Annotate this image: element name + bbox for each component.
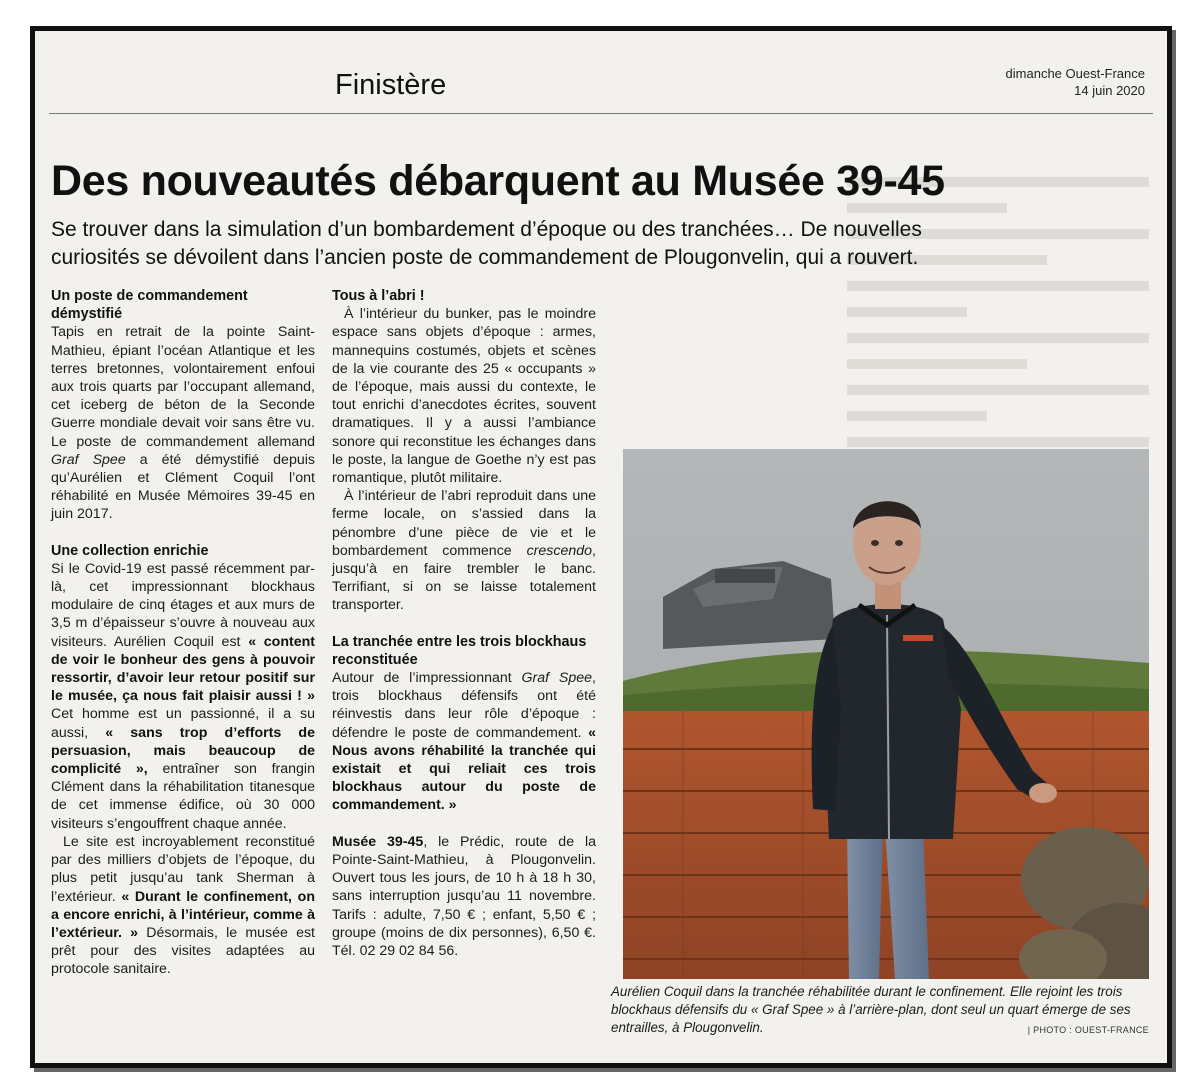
paragraph: À l’intérieur du bunker, pas le moindre espace sans objets d’époque : armes, mannequins costumés, objets et scènes de la vie courante des 25 « occupants » de l’époque, mais aussi du contexte, le tout enrichi d’anecdotes écrites, souvent dramatiques. Il y a aussi l’ambiance sonore qui reconstitue les échanges dans le poste, la langue de Goethe n’y est pas romantique, plutôt militaire.	[332, 306, 596, 487]
text: » à l’arrière-plan, dont seul un quart émerge de ses entrailles, à Plougonvelin.	[611, 1002, 1131, 1035]
subheading: Une collection enrichie	[51, 542, 209, 559]
text: Autour de l’impressionnant	[332, 670, 512, 687]
quote: « Durant le confinement, on a encore enrichi, à l’intérieur, comme à l’extérieur. »	[51, 888, 315, 941]
text: , jusqu’à en faire trembler le banc. Terrifiant, si on se laisse totalement transporter.	[332, 542, 596, 614]
paragraph	[51, 833, 315, 979]
photo-illustration	[623, 449, 1149, 979]
text: a été démystifié depuis qu’Aurélien et Clément Coquil l’ont réhabilité en Musée Mémoires 39-45 en juin 2017.	[51, 451, 315, 523]
newspaper-page	[35, 31, 1167, 1063]
practical-info	[332, 833, 596, 960]
italic-text: Graf Spee	[521, 670, 593, 687]
text: À l’intérieur de l’abri reproduit dans une ferme locale, on s’assied dans la pénombre d’une pièce de vie et le bombardement commence	[332, 488, 596, 559]
subheading: Tous à l’abri !	[332, 288, 425, 304]
dateline	[1006, 65, 1145, 99]
header-rule	[49, 113, 1153, 114]
italic-text: Graf Spee	[762, 1002, 824, 1017]
text: , le Prédic, route de la Pointe-Saint-Mathieu, à Plougonvelin. Ouvert tous les jours, de 10 h à 18 h 30, sans interruption jusqu’au 11 novembre. Tarifs : adulte, 7,50 € ; enfant, 5,50 € ; groupe (moins de dix personnes), 6,50 €. Tél. 02 29 02 84 56.	[332, 833, 596, 959]
publication-name: dimanche Ouest-France	[1005, 66, 1145, 81]
text: Cet homme est un passionné, il a su aussi,	[51, 706, 315, 741]
italic-text: Graf Spee	[51, 451, 126, 468]
text: Tapis en retrait de la pointe Saint-Mathieu, épiant l’océan Atlantique et les terres bretonnes, volontairement enfoui aux trois quarts par l’occupant allemand, cet iceberg de béton de la Seconde Guerre mondiale devait voir sans être vu. Le poste de commandement allemand	[51, 324, 315, 450]
article-headline: Des nouveautés débarquent au Musée 39-45	[51, 157, 945, 205]
text: entraîner son frangin Clément dans la réhabilitation titanesque de cet immense édifice, où 30 000 visiteurs s’engouffrent chaque année.	[51, 761, 315, 832]
paragraph	[51, 560, 315, 833]
clipping-frame	[30, 26, 1172, 1068]
quote: « sans trop d’efforts de persuasion, mais beaucoup de complicité »,	[51, 724, 315, 778]
text: Désormais, le musée est prêt pour des visites adaptées au protocole sanitaire.	[51, 924, 316, 978]
text: Le site est incroyablement reconstitué par des milliers d’objets de l’époque, du plus petit jusqu’au tank Sherman à l’extérieur.	[51, 833, 315, 905]
subheading: Un poste de commandement démystifié	[51, 288, 248, 323]
text: Si le Covid-19 est passé récemment par-là, cet impressionnant blockhaus modulaire de cinq étages et aux murs de 3,5 m d’épaisseur s’ouvre à nouveau aux visiteurs. Aurélien Coquil est	[51, 560, 315, 650]
article-column-1	[51, 287, 315, 979]
text: Aurélien Coquil dans la tranchée réhabilitée durant le confinement. Elle rejoint les trois blockhaus défensifs du «	[611, 984, 1123, 1017]
museum-name: Musée 39-45	[332, 833, 424, 850]
paragraph	[51, 323, 315, 523]
paragraph	[332, 487, 596, 614]
paragraph	[332, 669, 596, 815]
article-standfirst: Se trouver dans la simulation d’un bombardement d’époque ou des tranchées… De nouvelles curiosités se dévoilent dans l’ancien poste de commandement de Plougonvelin, qui a rouvert.	[51, 218, 922, 269]
subheading: La tranchée entre les trois blockhaus reconstituée	[332, 633, 587, 668]
text: , trois blockhaus défensifs ont été réinvestis dans leur rôle d’époque : défendre le poste de commandement.	[332, 670, 596, 741]
publication-date: 14 juin 2020	[1074, 83, 1145, 98]
quote: « Nous avons réhabilité la tranchée qui existait et qui reliait ces trois blockhaus autour du poste de commandement. »	[332, 724, 596, 814]
article-column-2	[332, 287, 596, 960]
photo-credit: | PHOTO : OUEST-FRANCE	[1027, 1025, 1149, 1035]
quote: « content de voir le bonheur des gens à pouvoir ressortir, d’avoir leur retour positif sur le musée, ça nous fait plaisir aussi ! »	[51, 633, 316, 705]
article-photo	[623, 449, 1149, 979]
section-title: Finistère	[335, 69, 447, 101]
italic-text: crescendo	[526, 542, 593, 559]
